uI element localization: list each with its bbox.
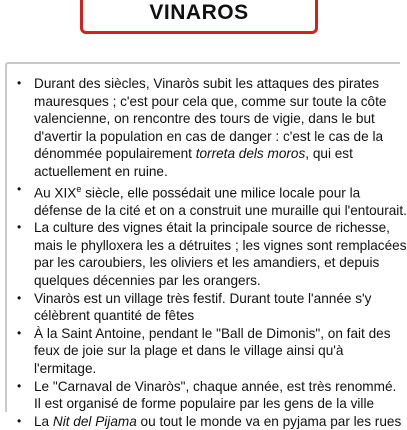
- text-run: par les caroubiers, les oliviers et les amandiers, et depuis: [34, 255, 380, 271]
- list-item: [14, 290, 398, 325]
- text-line: [34, 360, 398, 378]
- text-run: dénommée populairement: [34, 146, 196, 162]
- text-run: La culture des vignes était la principale source de richesse,: [34, 220, 390, 236]
- bullet-dot-icon: •: [17, 220, 22, 235]
- text-run: À la Saint Antoine, pendant le "Ball de Dimonis", on fait des: [34, 325, 391, 341]
- superscript: e: [76, 183, 82, 194]
- text-line: [34, 181, 398, 202]
- bullet-dot-icon: •: [17, 378, 22, 393]
- text-run: valencienne, on rencontre des tours de vigie, dans le but: [34, 111, 375, 127]
- list-item: [14, 219, 407, 289]
- text-line: [34, 290, 398, 308]
- text-line: [34, 202, 407, 220]
- text-run: mais le phylloxera les a détruites ; les vignes sont remplacées: [34, 237, 407, 253]
- list-item: [14, 75, 398, 181]
- text-run: La: [34, 413, 53, 429]
- text-line: [34, 237, 407, 255]
- text-run: d'avertir la population en cas de danger : c'est le cas de la: [34, 128, 384, 144]
- list-item: [14, 181, 407, 220]
- text-run: Le "Carnaval de Vinaròs", chaque année, est très renommé.: [34, 378, 397, 394]
- text-line: [34, 395, 398, 413]
- text-run: actuellement en ruine.: [34, 163, 168, 179]
- text-line: [34, 325, 398, 343]
- list-item: [14, 413, 402, 430]
- text-line: [34, 75, 398, 93]
- text-line: [34, 145, 398, 163]
- text-line: [34, 219, 398, 237]
- text-run: Il est organisé de forme populaire par les gens de la ville: [34, 396, 375, 412]
- text-run: mauresques ; c'est pour cela que, comme sur toute la côte: [34, 93, 387, 109]
- text-run: quelques décennies par les orangers.: [34, 273, 261, 289]
- text-run: , qui est: [305, 146, 353, 162]
- italic-term: torreta dels moros: [195, 146, 306, 162]
- text-run: l'ermitage.: [34, 361, 97, 377]
- bullet-dot-icon: •: [17, 181, 22, 196]
- bullet-dot-icon: •: [17, 325, 22, 340]
- text-run: Au XIX: [34, 185, 77, 201]
- text-run: Vinaròs est un village très festif. Durant toute l'année s'y: [34, 290, 372, 306]
- text-run: ou tout le monde va en pyjama par les rues: [136, 413, 402, 429]
- text-line: [34, 342, 398, 360]
- text-run: feux de joie sur la plage et dans le village ainsi qu'à: [34, 343, 344, 359]
- list-item: [14, 378, 398, 413]
- page-title: VINAROS: [149, 1, 249, 24]
- text-line: [34, 272, 398, 290]
- text-run: célèbrent quantité de fêtes: [34, 308, 195, 324]
- bullet-dot-icon: •: [17, 76, 22, 90]
- bullet-list: [14, 75, 407, 430]
- text-line: [34, 307, 398, 325]
- italic-term: Nit del Pijama: [52, 413, 137, 429]
- bullet-dot-icon: •: [17, 413, 22, 428]
- text-run: siècle, elle possédait une milice locale pour la: [81, 185, 361, 201]
- title-box: [80, 0, 318, 34]
- text-line: [34, 93, 398, 111]
- text-line: [34, 128, 398, 146]
- text-run: défense de la cité et on a construit une muraille qui l'entourait.: [34, 202, 407, 218]
- bullet-dot-icon: •: [17, 290, 22, 305]
- list-item: [14, 325, 398, 378]
- text-run: Durant des siècles, Vinaròs subit les attaques des pirates: [34, 76, 380, 91]
- text-line: [34, 110, 398, 128]
- text-line: [34, 378, 398, 396]
- text-line: [34, 163, 398, 181]
- text-line: [34, 254, 398, 272]
- text-line: [34, 413, 402, 430]
